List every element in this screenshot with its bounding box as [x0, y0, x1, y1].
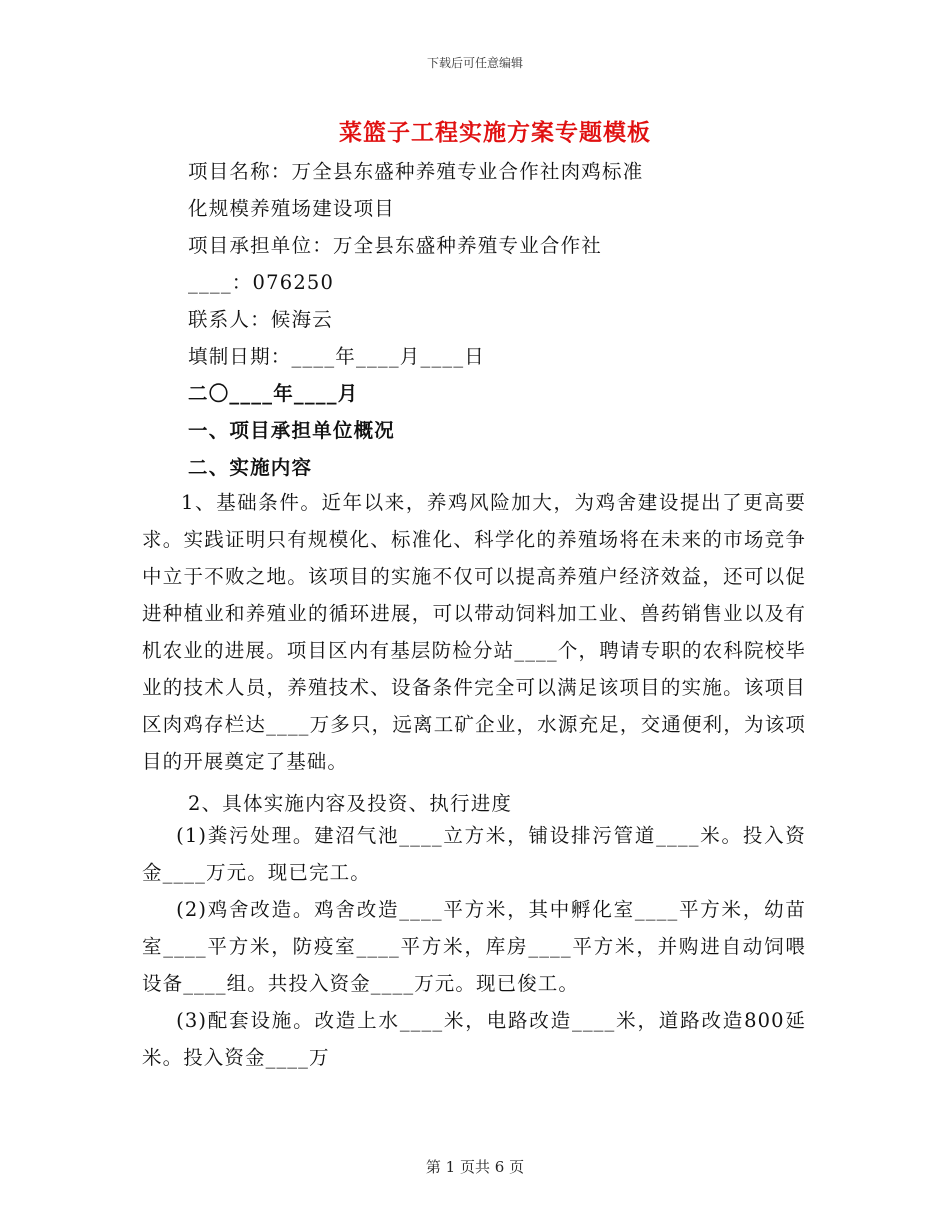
- item-manure-treatment: (1)粪污处理。建沼气池____立方米，铺设排污管道____米。投入资金____万元。现已完工。: [142, 824, 806, 884]
- fill-date: 填制日期：____年____月____日: [188, 345, 486, 368]
- year-month: 二〇____年____月: [188, 382, 359, 405]
- paragraph-basic-conditions: 1、基础条件。近年以来，养鸡风险加大，为鸡舍建设提出了更高要求。实践证明只有规模化、标准化、科学化的养殖场将在未来的市场竞争中立于不败之地。该项目的实施不仅可以提高养殖户经济效益，还可以促进种植业和养殖业的循环进展，可以带动饲料加工业、兽药销售业以及有机农业的进展。项目区内有基层防检分站____个，聘请专职的农科院校毕业的技术人员，养殖技术、设备条件完全可以满足该项目的实施。该项目区肉鸡存栏达____万多只，远离工矿企业，水源充足，交通便利，为该项目的开展奠定了基础。: [142, 491, 806, 773]
- header-note: 下载后可任意编辑: [426, 56, 523, 70]
- item-supporting-facilities: (3)配套设施。改造上水____米，电路改造____米，道路改造800延米。投入资金____万: [142, 1009, 806, 1069]
- item-henhouse-renovation: (2)鸡舍改造。鸡舍改造____平方米，其中孵化室____平方米，幼苗室____平方米，防疫室____平方米，库房____平方米，并购进自动饲喂设备____组。共投入资金____万元。现已俊工。: [142, 898, 806, 995]
- document-title: 菜篮子工程实施方案专题模板: [339, 119, 651, 146]
- page-number-footer: 第 1 页共 6 页: [425, 1158, 525, 1176]
- project-unit: 项目承担单位：万全县东盛种养殖专业合作社: [188, 234, 603, 257]
- section-heading-1: 一、项目承担单位概况: [188, 419, 396, 442]
- section-heading-2: 二、实施内容: [188, 456, 313, 479]
- postal-code: ____：076250: [188, 271, 335, 294]
- paragraph-implementation-heading: 2、具体实施内容及投资、执行进度: [188, 792, 513, 815]
- contact-person: 联系人：候海云: [188, 308, 333, 331]
- project-name-line-1: 项目名称：万全县东盛种养殖专业合作社肉鸡标准: [188, 160, 644, 183]
- project-name-line-2: 化规模养殖场建设项目: [188, 197, 396, 220]
